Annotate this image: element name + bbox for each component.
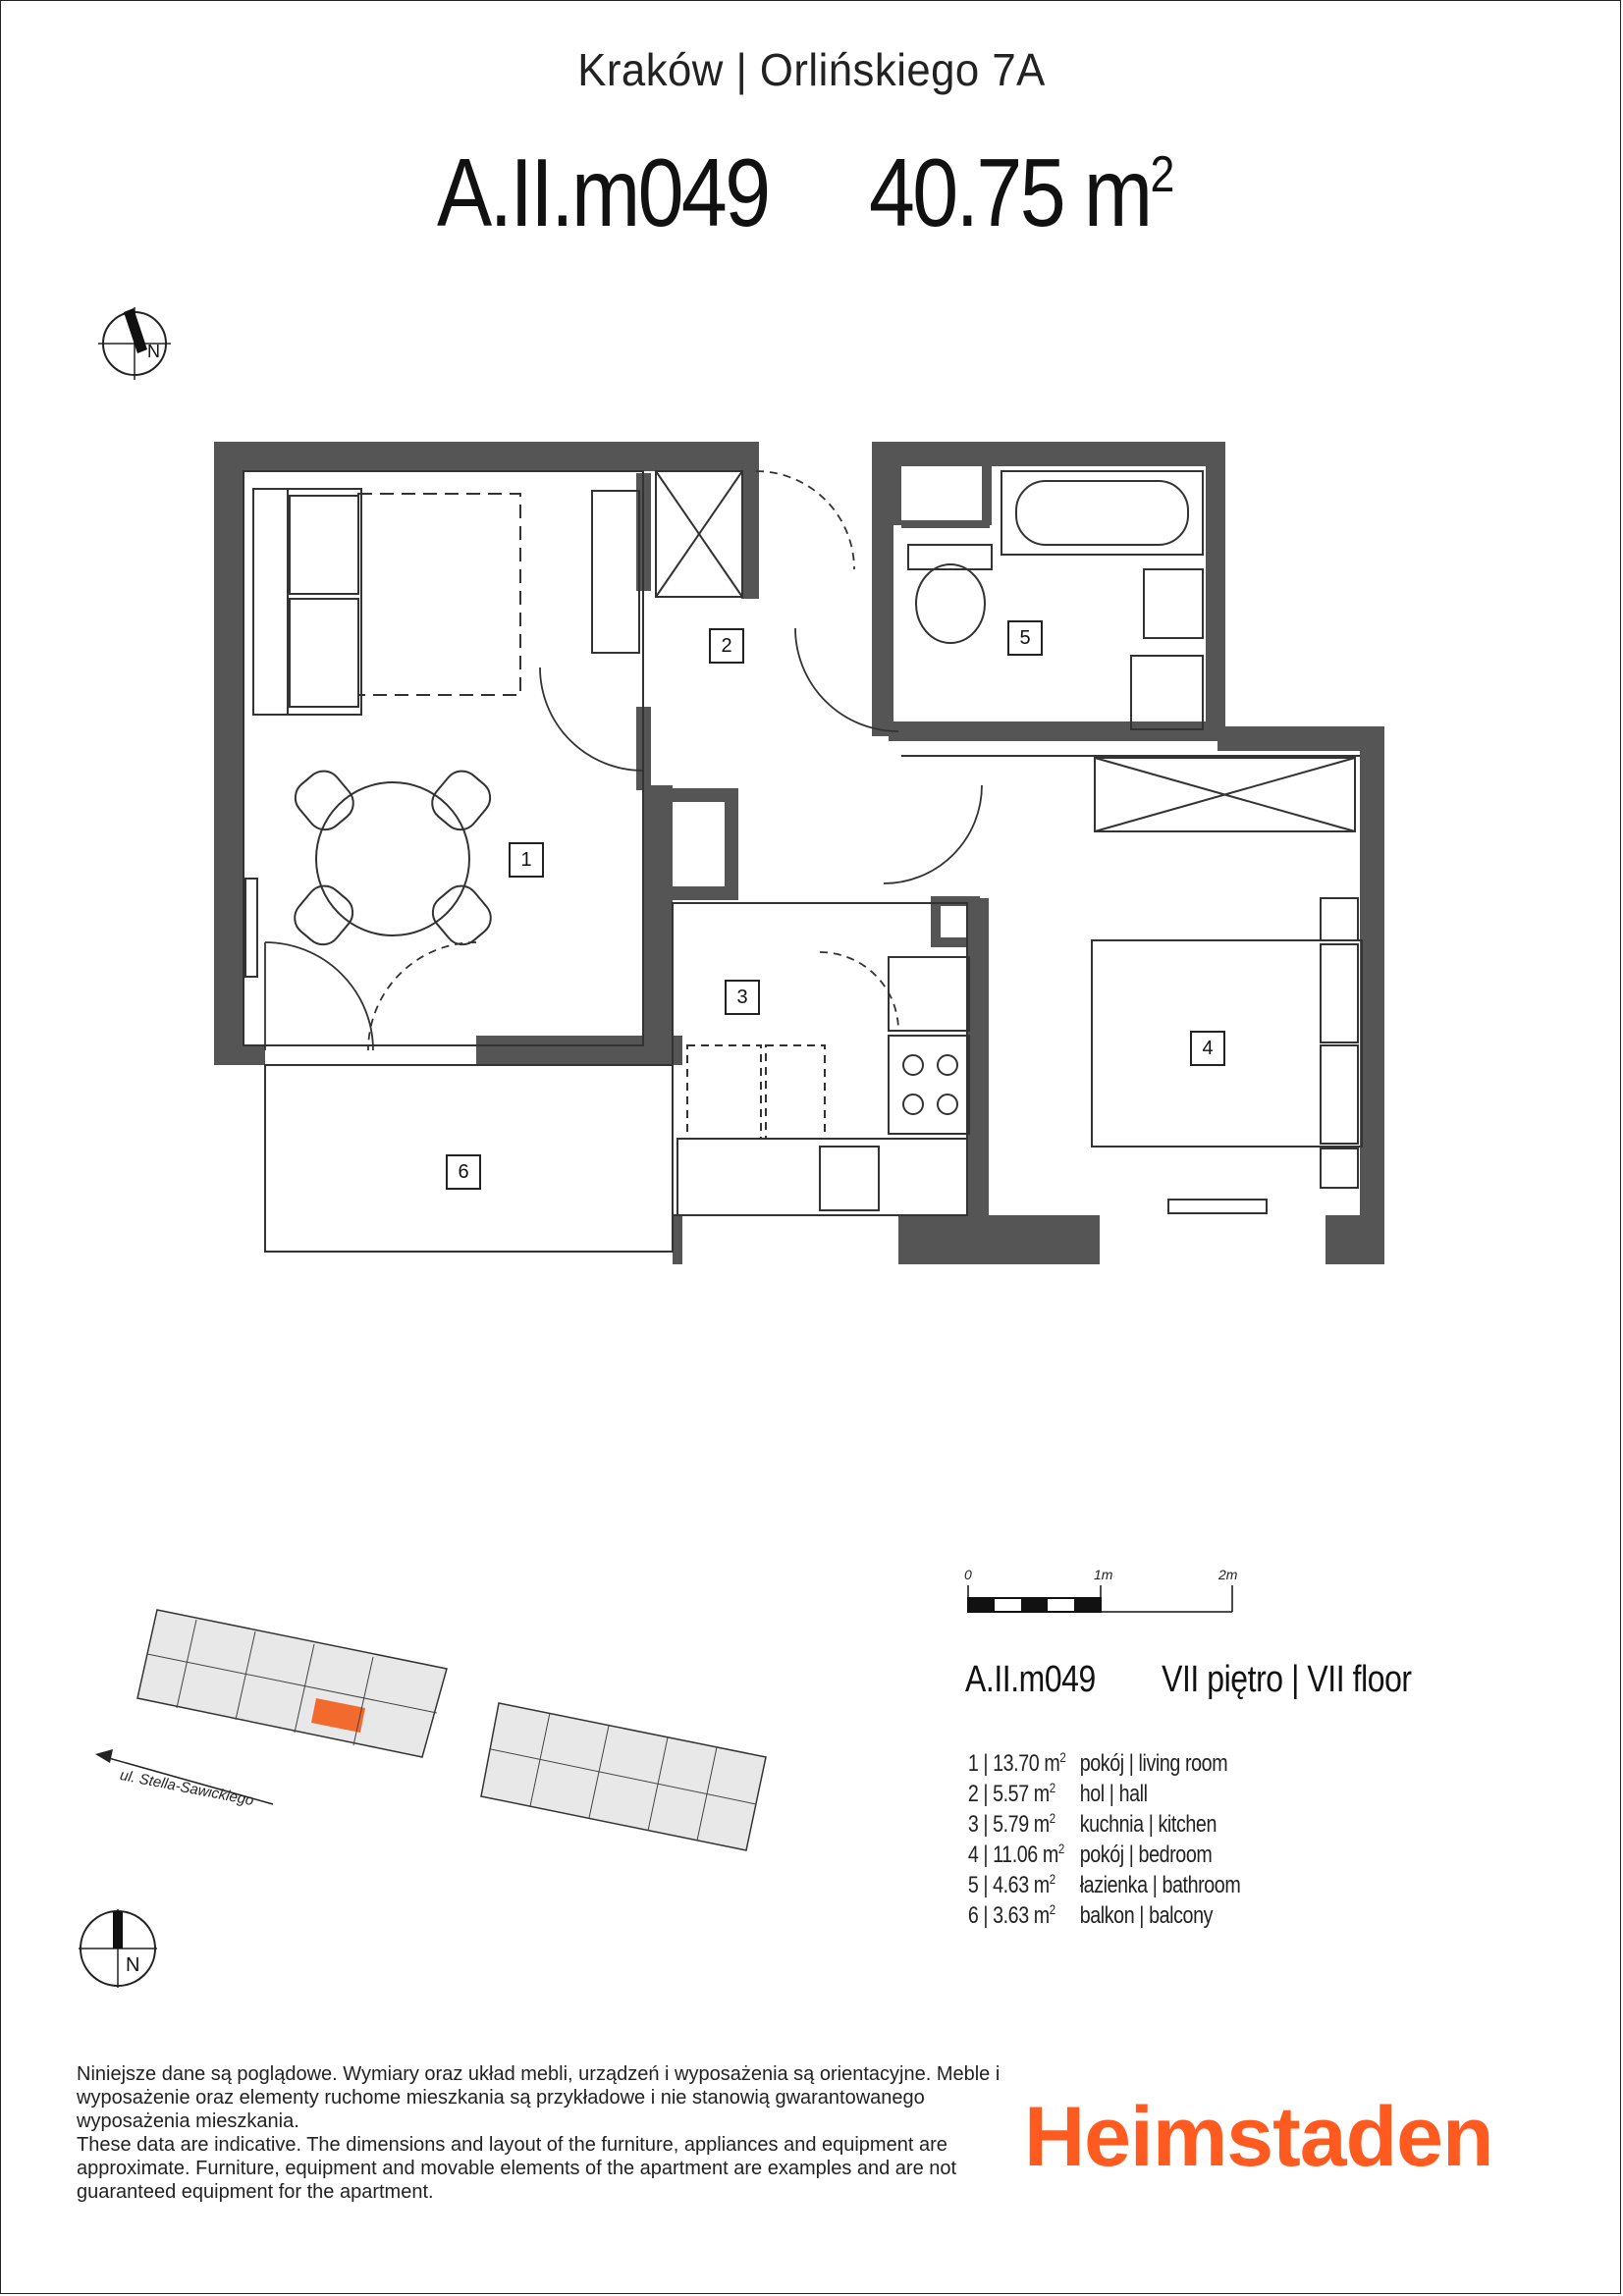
walls	[214, 442, 1384, 1264]
bathtub-icon	[1001, 471, 1203, 555]
room-row	[962, 1871, 1240, 1901]
room-area: | 5.57 $m^2$	[983, 1780, 1055, 1807]
room-tag-2: 2	[709, 628, 744, 664]
legend-header	[965, 1659, 1412, 1701]
site-plan	[95, 1610, 766, 1850]
room-area: | 11.06 $m^2$	[983, 1841, 1064, 1868]
scale-label-0: 0	[964, 1567, 972, 1582]
sofa-icon	[253, 489, 520, 715]
legend-unit: A.II.m049	[965, 1659, 1096, 1700]
room-area: | 13.70 $m^2$	[983, 1749, 1066, 1777]
room-area: | 5.79 $m^2$	[983, 1810, 1055, 1838]
room-row	[962, 1810, 1240, 1841]
disclaimer	[77, 2062, 1019, 2204]
unit-area: 40.75 $m^2$	[869, 138, 1172, 246]
room-num: 6	[967, 1902, 979, 1929]
room-tag-4: 4	[1190, 1031, 1225, 1066]
svg-text:N: N	[126, 1954, 140, 1976]
bed-icon	[1092, 898, 1362, 1188]
street-label: ul. Stella-Sawickiego	[118, 1767, 255, 1810]
room-name: pokój | bedroom	[1079, 1842, 1213, 1868]
room-tag-5: 5	[1007, 620, 1043, 656]
room-num: 1	[967, 1750, 979, 1777]
room-name: łazienka | bathroom	[1079, 1872, 1241, 1898]
room-row	[962, 1901, 1240, 1932]
disclaimer-en: These data are indicative. The dimensions and layout of the furniture, appliances and equipment are approximate. Furniture, equipment and movable elements of the apartment are examples and are not guaranteed equipment for the apartment.	[77, 2134, 957, 2203]
room-list	[962, 1749, 1302, 1932]
compass-top-icon	[98, 307, 171, 380]
toilet-icon	[908, 545, 992, 643]
tv-console-icon	[592, 491, 639, 653]
scale-label-1m: 1m	[1094, 1567, 1113, 1582]
room-num: 2	[967, 1781, 979, 1807]
room-area: | 4.63 $m^2$	[983, 1871, 1055, 1898]
room-tag-3: 3	[725, 980, 760, 1015]
room-row	[962, 1841, 1240, 1871]
room-name: hol | hall	[1079, 1781, 1148, 1807]
room-tag-6: 6	[446, 1154, 481, 1190]
room-num: 4	[967, 1842, 979, 1868]
svg-text:N: N	[147, 342, 160, 361]
dining-table-icon	[288, 764, 498, 951]
scale-label-2m: 2m	[1218, 1567, 1238, 1582]
room-num: 3	[967, 1811, 979, 1838]
sink-icon	[1131, 569, 1203, 729]
legend-floor: VII piętro | VII floor	[1162, 1659, 1412, 1700]
room-row	[962, 1749, 1240, 1780]
address: Kraków | Orlińskiego 7A	[577, 44, 1046, 95]
partitions	[243, 471, 1360, 1252]
room-name: balkon | balcony	[1079, 1902, 1214, 1929]
compass-bottom-icon	[79, 1909, 157, 1988]
brand-logo: Heimstaden	[1024, 2090, 1493, 2184]
room-num: 5	[967, 1872, 979, 1898]
scale-bar	[968, 1585, 1232, 1612]
kitchen-units	[677, 957, 969, 1215]
room-area: | 3.63 $m^2$	[983, 1901, 1055, 1929]
disclaimer-pl: Niniejsze dane są poglądowe. Wymiary oraz układ mebli, urządzeń i wyposażenia są orientacyjne. Meble i wyposażenie oraz elementy ruchome mieszkania są przykładowe i nie stanowią gwarantowanego wyposażenia mieszkania.	[77, 2063, 1001, 2132]
room-row	[962, 1780, 1240, 1810]
room-tag-1: 1	[509, 842, 544, 878]
bedroom-radiator-icon	[1168, 1200, 1267, 1213]
radiator-icon	[245, 879, 257, 977]
unit-id: A.II.m049	[437, 138, 769, 246]
room-name: pokój | living room	[1079, 1750, 1228, 1777]
room-name: kuchnia | kitchen	[1079, 1811, 1217, 1838]
